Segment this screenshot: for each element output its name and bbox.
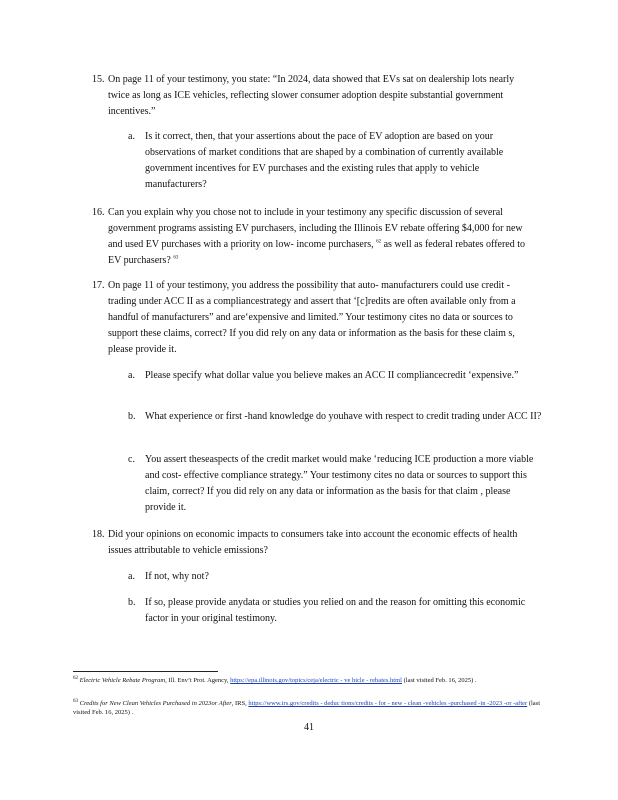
question-16 — [92, 205, 538, 269]
question-text: Did your opinions on economic impacts to consumers take into account the economic effects of health issues attributable to vehicle emissions? — [108, 529, 518, 556]
question-15-a — [128, 129, 542, 193]
question-text-part: Can you explain why you chose not to include in your testimony any specific discussion of several government programs assisting EV purchasers, including the Illinois EV rebate offering $4,000 for new and used EV purchases with a priority on low- income purchasers, — [108, 207, 523, 250]
question-text-part: as well as federal rebates offered to EV purchasers? — [108, 239, 526, 266]
question-17-c — [128, 452, 542, 516]
question-text: On page 11 of your testimony, you address the possibility that auto- manufacturers could use credit -trading under ACC II as a compliancestrategy and assert that ‘[c]redits are often available only from a handful of manufacturers” and are‘expensive and limited.” Your testimony cites no data or sources to support these claims, correct? If you did rely on any data or information as the basis for these claim s, please provide it. — [108, 280, 516, 355]
footnote-divider — [73, 671, 218, 672]
footnote-source: , IRS, — [231, 700, 247, 707]
footnote-ref-63: 63 — [173, 255, 179, 261]
subquestion-label: c. — [128, 454, 135, 465]
footnote-link[interactable]: https://www.irs.gov/credits - deduc tions/credits - for - new - clean -vehicles -purchased -in -2023 -or -after — [248, 700, 528, 707]
question-17-a — [128, 368, 542, 384]
subquestion-label: b. — [128, 597, 136, 608]
footnote-visited: (last visited Feb. 16, 2025) . — [73, 700, 541, 716]
subquestion-text: Is it correct, then, that your assertions about the pace of EV adoption are based on your observations of market conditions that are shaped by a combination of currently available government incentives for EV purchases and the existing rules that apply to vehicle manufacturers? — [145, 131, 504, 190]
footnote-title: Credits for New Clean Vehicles Purchased in 2023or After — [79, 700, 232, 707]
subquestion-text: If not, why not? — [145, 571, 209, 582]
subquestion-text: Please specify what dollar value you believe makes an ACC II compliancecredit ‘expensive.” — [145, 370, 519, 381]
question-17 — [92, 278, 538, 358]
question-18-a — [128, 569, 542, 585]
footnote-mark: 63 — [73, 698, 78, 704]
question-18-b — [128, 595, 542, 627]
footnote-visited: (last visited Feb. 16, 2025) . — [403, 677, 477, 684]
question-17-b — [128, 409, 542, 425]
subquestion-text: If so, please provide anydata or studies you relied on and the reason for omitting this economic factor in your original testimony. — [145, 597, 526, 624]
subquestion-label: a. — [128, 131, 135, 142]
subquestion-label: a. — [128, 370, 135, 381]
question-number: 16. — [92, 207, 105, 218]
question-number: 18. — [92, 529, 105, 540]
question-15 — [92, 72, 538, 120]
subquestion-text: What experience or first -hand knowledge do youhave with respect to credit trading under ACC II? — [145, 411, 542, 422]
footnote-link[interactable]: https://epa.illinois.gov/topics/ceja/electric - ve hicle - rebates.html — [230, 677, 402, 684]
subquestion-text: You assert theseaspects of the credit market would make ‘reducing ICE production a more viable and cost- effective compliance strategy.” Your testimony cites no data or sources to support this claim, correct? If you did rely on any data or information as the basis for that claim , please provide it. — [145, 454, 534, 513]
question-number: 15. — [92, 74, 105, 85]
footnote-source: , Ill. Env’t Prot. Agency, — [165, 677, 229, 684]
footnote-ref-62: 62 — [376, 239, 382, 245]
footnote-62 — [73, 676, 543, 685]
question-text: On page 11 of your testimony, you state: “In 2024, data showed that EVs sat on dealership lots nearly twice as long as ICE vehicles, reflecting slower consumer adoption despite substantial government incentives.” — [108, 74, 515, 117]
footnote-63 — [73, 699, 543, 717]
subquestion-label: b. — [128, 411, 136, 422]
question-text — [108, 205, 538, 269]
footnote-mark: 62 — [73, 675, 78, 681]
question-number: 17. — [92, 280, 105, 291]
question-18 — [92, 527, 538, 559]
footnote-title: Electric Vehicle Rebate Program — [79, 677, 166, 684]
subquestion-label: a. — [128, 571, 135, 582]
page-number: 41 — [304, 722, 314, 733]
